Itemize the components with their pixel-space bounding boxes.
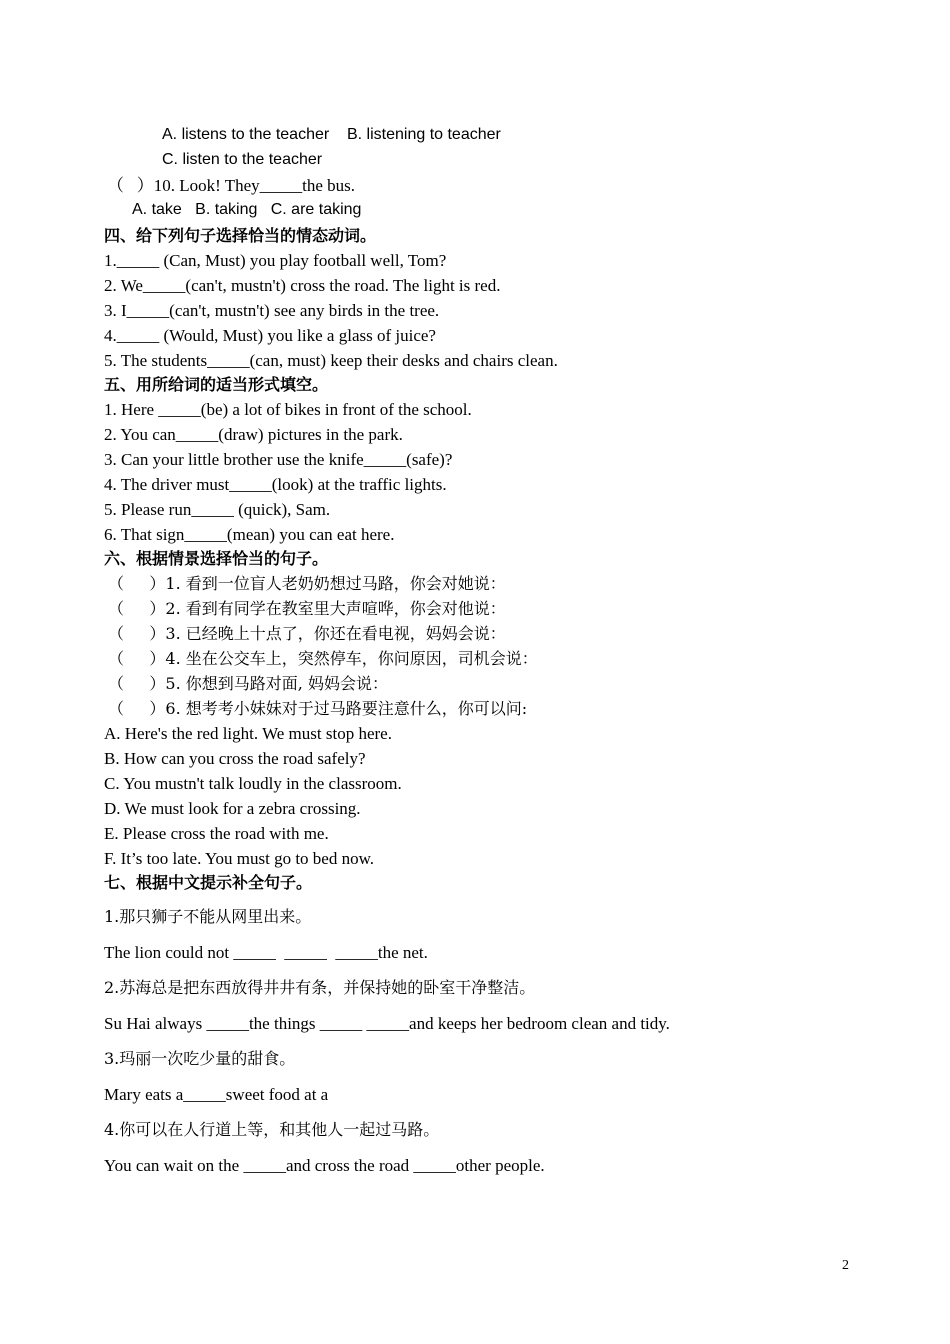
section7-item-2-cn: 2.苏海总是把东西放得井井有条，并保持她的卧室干净整洁。	[104, 978, 536, 997]
section5-item-5: 5. Please run_____ (quick), Sam.	[104, 500, 331, 519]
section6-item-5: （ ）5. 你想到马路对面, 妈妈会说：	[108, 674, 388, 693]
section4-item-3: 3. I_____(can't, mustn't) see any birds in the tree.	[104, 301, 440, 320]
section5-item-2: 2. You can_____(draw) pictures in the park.	[104, 425, 403, 444]
q10-options: A. take B. taking C. are taking	[132, 201, 362, 218]
section7-item-2-en: Su Hai always _____the things _____ _____and keeps her bedroom clean and tidy.	[104, 1014, 670, 1033]
section7-item-3-en: Mary eats a_____sweet food at a	[104, 1085, 329, 1104]
section4-item-4: 4._____ (Would, Must) you like a glass of juice?	[104, 326, 436, 345]
section4-heading: 四、给下列句子选择恰当的情态动词。	[104, 226, 377, 245]
section6-heading: 六、根据情景选择恰当的句子。	[104, 549, 329, 568]
section7-item-4-en: You can wait on the _____and cross the road _____other people.	[104, 1156, 545, 1175]
section5-item-3: 3. Can your little brother use the knife_____(safe)?	[104, 450, 453, 469]
section5-heading: 五、用所给词的适当形式填空。	[104, 375, 329, 394]
section7-item-1-cn: 1.那只狮子不能从网里出来。	[104, 907, 312, 926]
section7-item-3-cn: 3.玛丽一次吃少量的甜食。	[104, 1049, 296, 1068]
section7-heading: 七、根据中文提示补全句子。	[104, 873, 313, 892]
section6-item-6: （ ）6. 想考考小妹妹对于过马路要注意什么，你可以问:	[108, 699, 528, 718]
q10-question: （ ）10. Look! They_____the bus.	[107, 176, 356, 195]
section4-item-2: 2. We_____(can't, mustn't) cross the road. The light is red.	[104, 276, 501, 295]
page-number: 2	[842, 1258, 849, 1273]
section6-option-d: D. We must look for a zebra crossing.	[104, 799, 361, 818]
section5-item-1: 1. Here _____(be) a lot of bikes in front of the school.	[104, 400, 472, 419]
section6-option-a: A. Here's the red light. We must stop here.	[104, 724, 392, 743]
section7-item-1-en: The lion could not _____ _____ _____the net.	[104, 943, 428, 962]
section6-item-2: （ ）2. 看到有同学在教室里大声喧哗，你会对他说：	[108, 599, 506, 618]
q9-options-line1: A. listens to the teacher B. listening to teacher	[162, 126, 501, 143]
section6-option-b: B. How can you cross the road safely?	[104, 749, 366, 768]
section5-item-6: 6. That sign_____(mean) you can eat here.	[104, 525, 395, 544]
section6-option-f: F. It’s too late. You must go to bed now.	[104, 849, 375, 868]
section6-item-1: （ ）1. 看到一位盲人老奶奶想过马路，你会对她说：	[108, 574, 506, 593]
section7-item-4-cn: 4.你可以在人行道上等，和其他人一起过马路。	[104, 1120, 440, 1139]
section6-option-c: C. You mustn't talk loudly in the classroom.	[104, 774, 402, 793]
section4-item-1: 1._____ (Can, Must) you play football well, Tom?	[104, 251, 447, 270]
section6-item-4: （ ）4. 坐在公交车上，突然停车，你问原因，司机会说：	[108, 649, 538, 668]
section6-item-3: （ ）3. 已经晚上十点了，你还在看电视，妈妈会说：	[108, 624, 506, 643]
q9-options-line2: C. listen to the teacher	[162, 151, 323, 168]
section6-option-e: E. Please cross the road with me.	[104, 824, 329, 843]
section4-item-5: 5. The students_____(can, must) keep their desks and chairs clean.	[104, 351, 558, 370]
section5-item-4: 4. The driver must_____(look) at the traffic lights.	[104, 475, 447, 494]
